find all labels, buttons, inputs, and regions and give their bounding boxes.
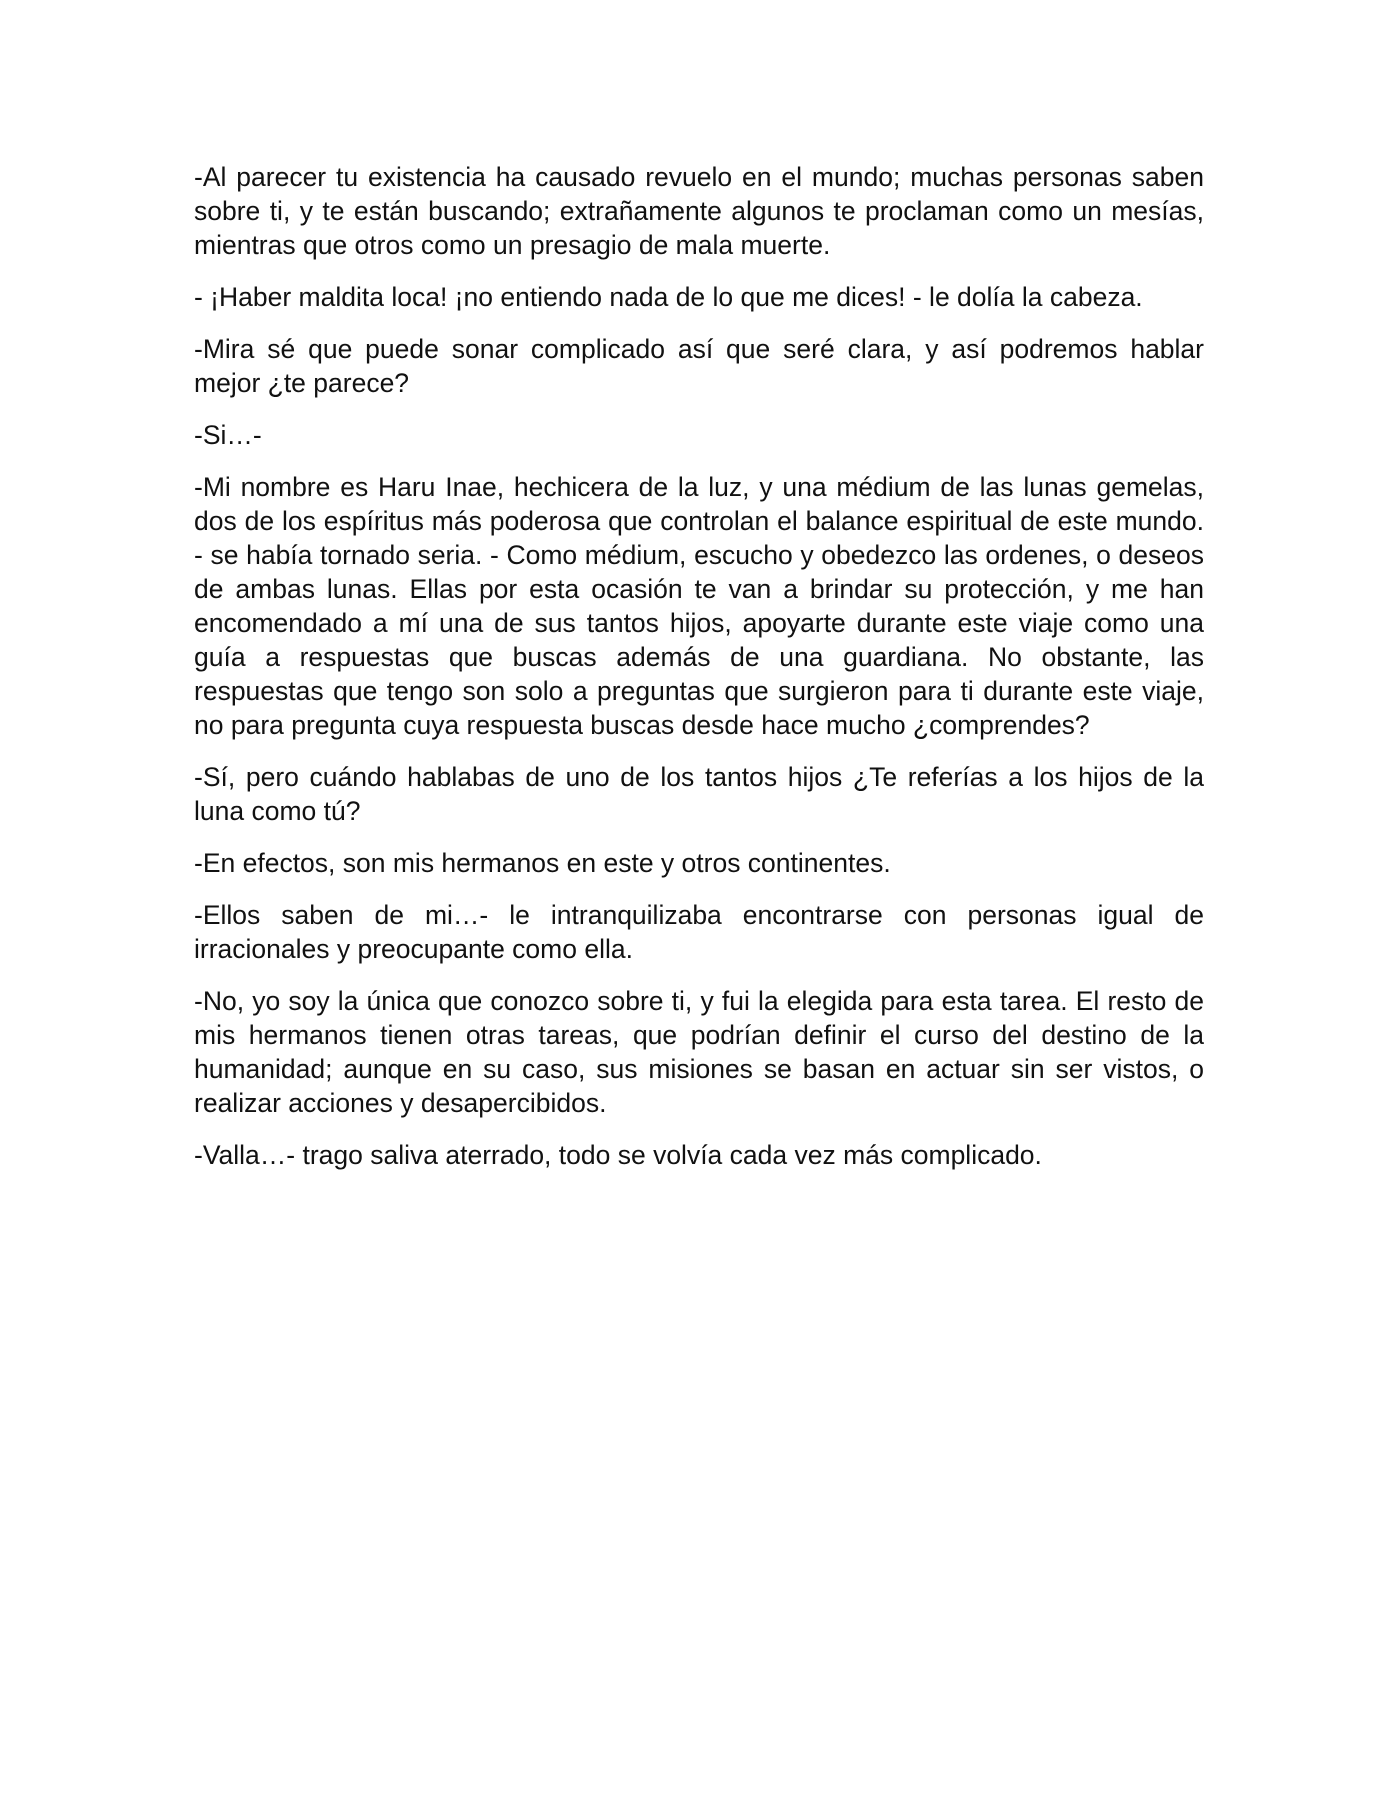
paragraph: -Valla…- trago saliva aterrado, todo se volvía cada vez más complicado. (194, 1140, 1042, 1170)
paragraph: - ¡Haber maldita loca! ¡no entiendo nada de lo que me dices! - le dolía la cabeza. (194, 282, 1143, 312)
paragraph: -Sí, pero cuándo hablabas de uno de los tantos hijos ¿Te referías a los hijos de la luna como tú? (194, 762, 1204, 826)
paragraph: -En efectos, son mis hermanos en este y otros continentes. (194, 848, 891, 878)
paragraph: -Ellos saben de mi…- le intranquilizaba encontrarse con personas igual de irracionales y preocupante como ella. (194, 900, 1204, 964)
paragraph: -No, yo soy la única que conozco sobre ti, y fui la elegida para esta tarea. El resto de mis hermanos tienen otras tareas, que podrían definir el curso del destino de la humanidad; aunque en su caso, sus misiones se basan en actuar sin ser vistos, o realizar acciones y desapercibidos. (194, 986, 1204, 1118)
paragraph: -Al parecer tu existencia ha causado revuelo en el mundo; muchas personas saben sobre ti, y te están buscando; extrañamente algunos te proclaman como un mesías, mientras que otros como un presagio de mala muerte. (194, 162, 1204, 260)
paragraph: -Mira sé que puede sonar complicado así que seré clara, y así podremos hablar mejor ¿te parece? (194, 334, 1204, 398)
paragraph: -Si…- (194, 420, 262, 450)
body-text (194, 160, 1204, 1190)
paragraph: -Mi nombre es Haru Inae, hechicera de la luz, y una médium de las lunas gemelas, dos de los espíritus más poderosa que controlan el balance espiritual de este mundo. - se había tornado seria. - Como médium, escucho y obedezco las ordenes, o deseos de ambas lunas. Ellas por esta ocasión te van a brindar su protección, y me han encomendado a mí una de sus tantos hijos, apoyarte durante este viaje como una guía a respuestas que buscas además de una guardiana. No obstante, las respuestas que tengo son solo a preguntas que surgieron para ti durante este viaje, no para pregunta cuya respuesta buscas desde hace mucho ¿comprendes? (194, 472, 1204, 740)
